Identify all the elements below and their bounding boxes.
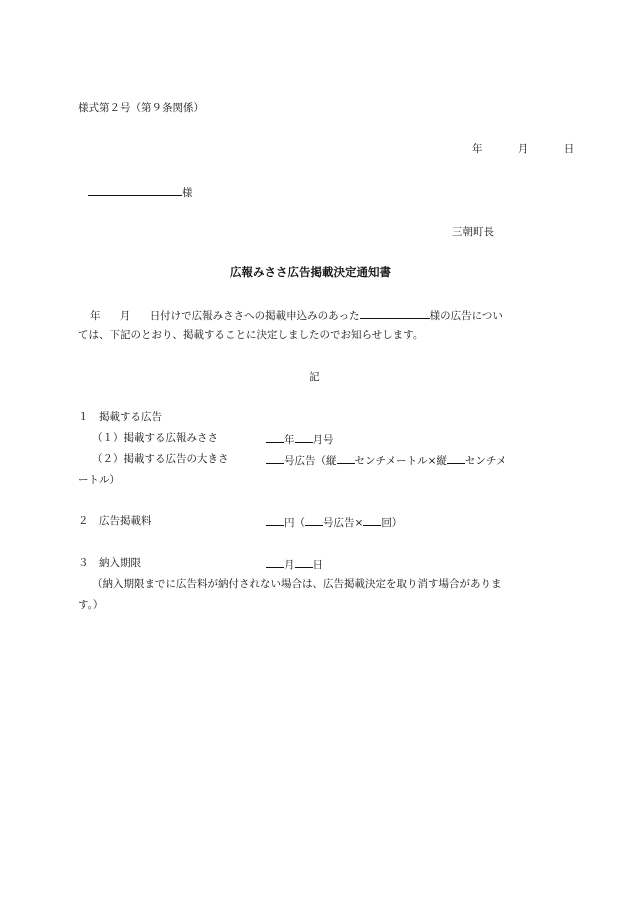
item2-heading: ２ 広告掲載料 [78,515,152,527]
item1-heading: １ 掲載する広告 [78,411,162,423]
sub1-year: 年 [284,434,295,446]
ki-heading: 記 [309,371,320,383]
blank [363,514,381,526]
body-text-b: 様の広告につい [429,310,503,322]
addressee-blank [88,184,182,196]
issuer: 三朝町長 [452,226,494,238]
sub2-cm-x: センチメートル×縦 [354,455,447,467]
blank [305,514,323,526]
page-title: 広報みささ広告掲載決定通知書 [230,265,391,279]
fee-yen: 円（ [284,517,305,529]
deadline-day: 日 [312,559,323,571]
item3-value [266,556,323,572]
date-line [472,142,574,156]
date-year: 年 [472,143,483,155]
form-number: 様式第２号（第９条関係） [78,102,204,114]
fee-size: 号広告× [323,517,364,529]
blank [447,452,465,464]
advertiser-blank [360,307,430,319]
addressee-suffix: 様 [182,187,193,199]
item3-heading: ３ 納入期限 [78,557,141,569]
date-day: 日 [563,143,575,155]
date-month: 月 [517,143,529,155]
item3-note-line1: （納入期限までに広告料が納付されない場合は、広告掲載決定を取り消す場合がありま [92,578,502,590]
blank [337,452,355,464]
item2-value [266,514,402,530]
sub2-cm-end: センチメ [464,455,507,467]
body-text-a: 日付けで広報みささへの掲載申込みのあった [149,310,360,322]
item1-sub2-label: （２）掲載する広告の大きさ [92,453,229,465]
blank [266,452,284,464]
deadline-month: 月 [284,559,295,571]
blank [266,431,284,443]
item1-sub1-value [266,431,334,447]
blank [266,556,284,568]
item1-sub2-continuation: ートル） [78,474,120,486]
item1-sub2-value [266,452,506,468]
sub2-size: 号広告（縦 [284,455,337,467]
fee-times: 回） [381,517,403,529]
body-year: 年 [90,310,101,322]
body-paragraph-line2: ては、下記のとおり、掲載することに決定しましたのでお知らせします。 [78,329,424,341]
blank [295,556,313,568]
body-paragraph-line1 [90,307,503,323]
blank [295,431,313,443]
item3-note-line2: す。） [78,599,104,611]
addressee-line [88,184,193,200]
sub1-month: 月号 [312,434,334,446]
blank [266,514,284,526]
item1-sub1-label: （１）掲載する広報みささ [92,432,218,444]
body-month: 月 [119,310,131,322]
